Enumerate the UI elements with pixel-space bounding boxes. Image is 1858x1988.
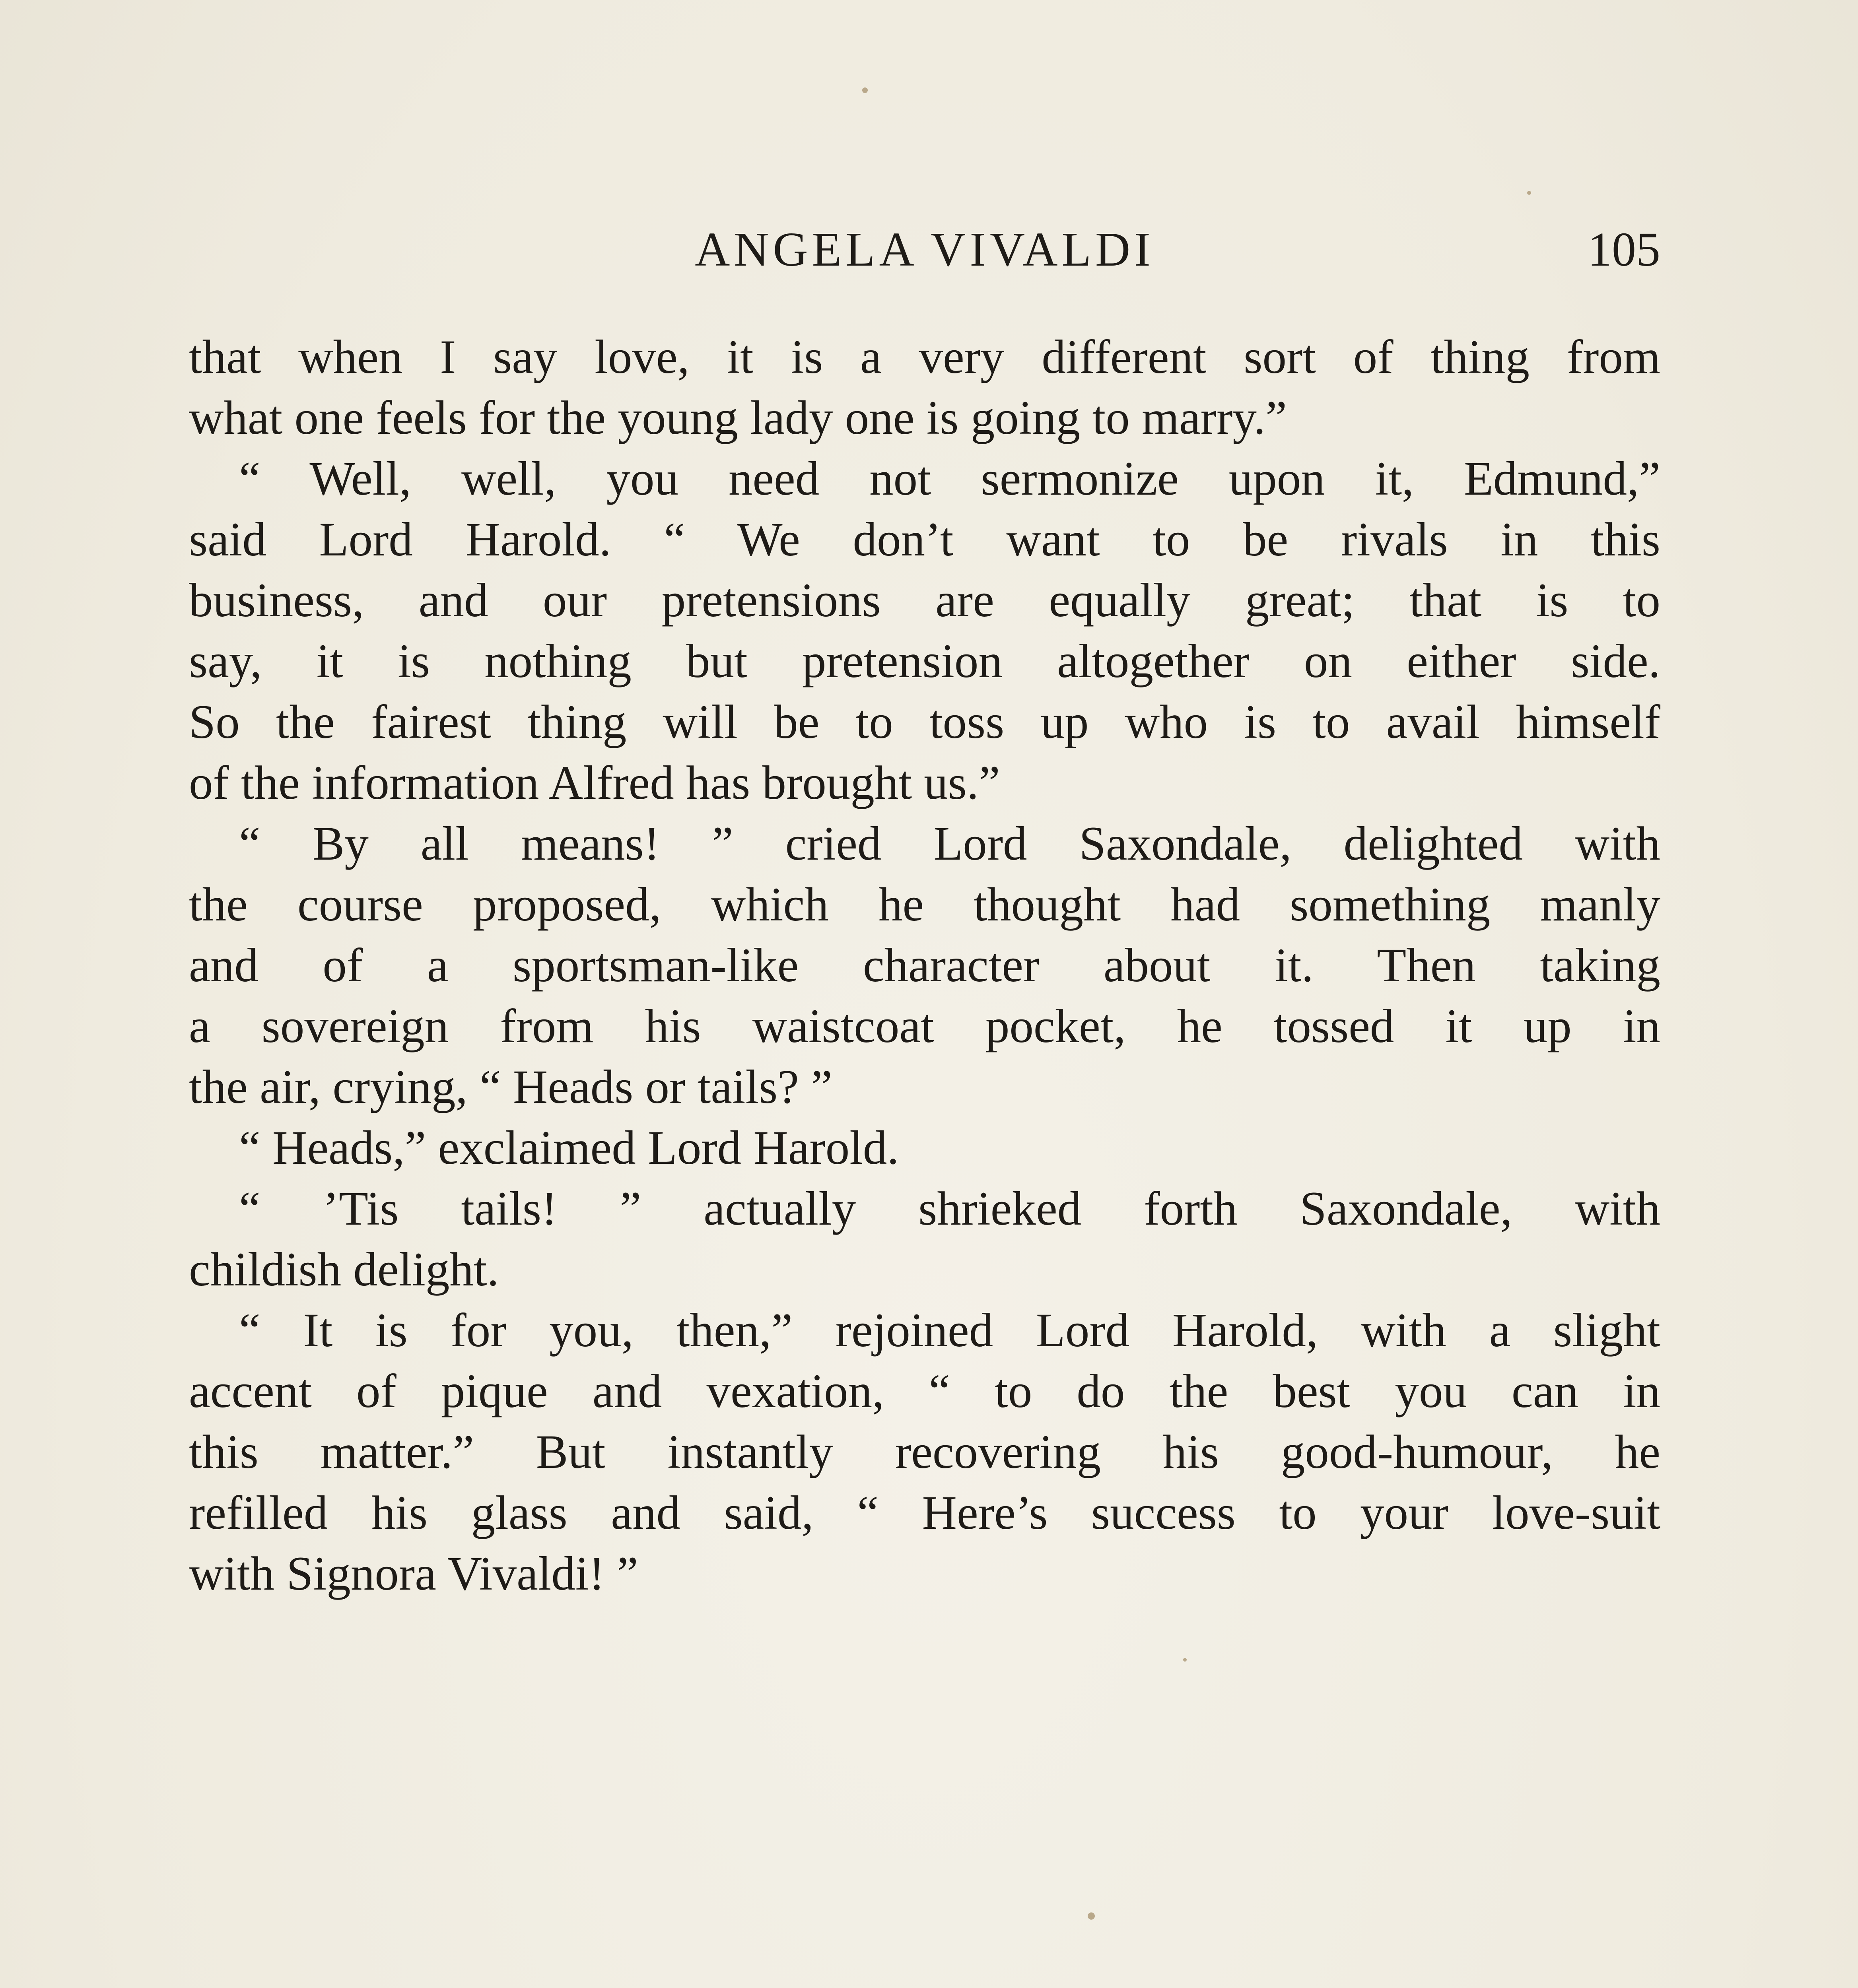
text-line: this matter.” But instantly recovering his good-humour, he	[189, 1425, 1660, 1479]
paper-speck	[1183, 1658, 1187, 1662]
body-text	[189, 327, 1660, 1604]
text-line: that when I say love, it is a very different sort of thing from	[189, 330, 1660, 384]
text-line: a sovereign from his waistcoat pocket, he tossed it up in	[189, 1000, 1660, 1053]
text-line: said Lord Harold. “ We don’t want to be rivals in this	[189, 513, 1660, 566]
text-line: “ By all means! ” cried Lord Saxondale, delighted with	[239, 817, 1660, 870]
text-line: of the information Alfred has brought us.”	[189, 756, 1000, 810]
text-line: and of a sportsman-like character about it. Then taking	[189, 939, 1660, 992]
text-line: the air, crying, “ Heads or tails? ”	[189, 1060, 832, 1114]
paper-speck	[1527, 191, 1531, 195]
text-line: business, and our pretensions are equally great; that is to	[189, 574, 1660, 627]
text-line: what one feels for the young lady one is going to marry.”	[189, 391, 1287, 445]
paper-speck	[1088, 1912, 1095, 1920]
running-title: ANGELA VIVALDI	[695, 223, 1154, 276]
text-line: with Signora Vivaldi! ”	[189, 1547, 638, 1600]
text-line: accent of pique and vexation, “ to do the best you can in	[189, 1365, 1660, 1418]
text-line: the course proposed, which he thought had something manly	[189, 878, 1660, 931]
text-line: “ Well, well, you need not sermonize upon it, Edmund,”	[239, 452, 1660, 505]
text-line: childish delight.	[189, 1243, 499, 1296]
page-number: 105	[1588, 223, 1660, 276]
text-line: “ It is for you, then,” rejoined Lord Harold, with a slight	[239, 1304, 1660, 1357]
paper-speck	[862, 87, 868, 93]
text-line: refilled his glass and said, “ Here’s success to your love-suit	[189, 1486, 1660, 1540]
text-line: “ ’Tis tails! ” actually shrieked forth Saxondale, with	[239, 1182, 1660, 1235]
text-line: say, it is nothing but pretension altogether on either side.	[189, 635, 1660, 688]
text-line: So the fairest thing will be to toss up who is to avail himself	[189, 695, 1660, 749]
page-header	[189, 218, 1660, 282]
text-line: “ Heads,” exclaimed Lord Harold.	[239, 1121, 899, 1175]
